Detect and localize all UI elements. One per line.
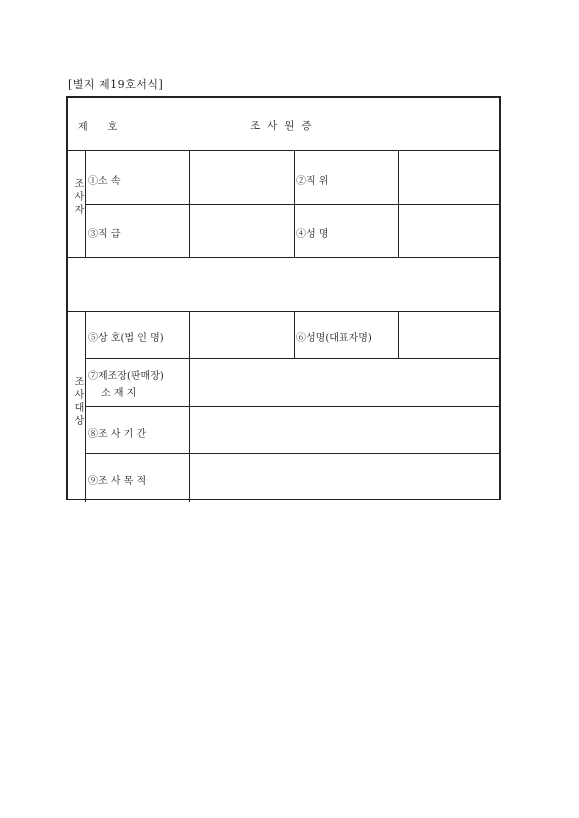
inspection-period-label: ⑧조 사 기 간	[88, 429, 147, 440]
inspection-period-value[interactable]	[190, 407, 499, 453]
subject-section-label: 조사대상	[72, 376, 83, 428]
affiliation-value[interactable]	[190, 151, 294, 204]
divider	[294, 150, 295, 257]
position-value[interactable]	[399, 151, 499, 204]
form-number-label: [별지 제19호서식]	[68, 78, 164, 91]
name-label: ④성 명	[296, 229, 329, 240]
inspection-purpose-label: ⑨조 사 목 적	[88, 476, 147, 487]
name-value[interactable]	[399, 205, 499, 257]
location-label: ⑦제조장(판매장)	[88, 371, 164, 382]
location-label-line2: 소 재 지	[101, 388, 137, 399]
position-label: ②직 위	[296, 176, 329, 187]
blank-row	[68, 258, 499, 311]
document-number-label: 제 호	[78, 122, 118, 133]
investigator-id-form	[66, 96, 501, 500]
company-name-value[interactable]	[190, 312, 294, 358]
inspection-purpose-value[interactable]	[190, 454, 499, 501]
representative-label: ⑥성명(대표자명)	[296, 333, 372, 344]
representative-value[interactable]	[399, 312, 499, 358]
divider	[85, 311, 86, 502]
affiliation-label: ①소 속	[88, 176, 121, 187]
grade-label: ③직 급	[88, 229, 121, 240]
company-name-label: ⑤상 호(법 인 명)	[88, 333, 164, 344]
investigator-section-label: 조사자	[72, 178, 83, 217]
divider	[294, 311, 295, 358]
divider	[85, 150, 86, 257]
location-value[interactable]	[190, 359, 499, 406]
form-title: 조사원증	[250, 120, 319, 132]
grade-value[interactable]	[190, 205, 294, 257]
